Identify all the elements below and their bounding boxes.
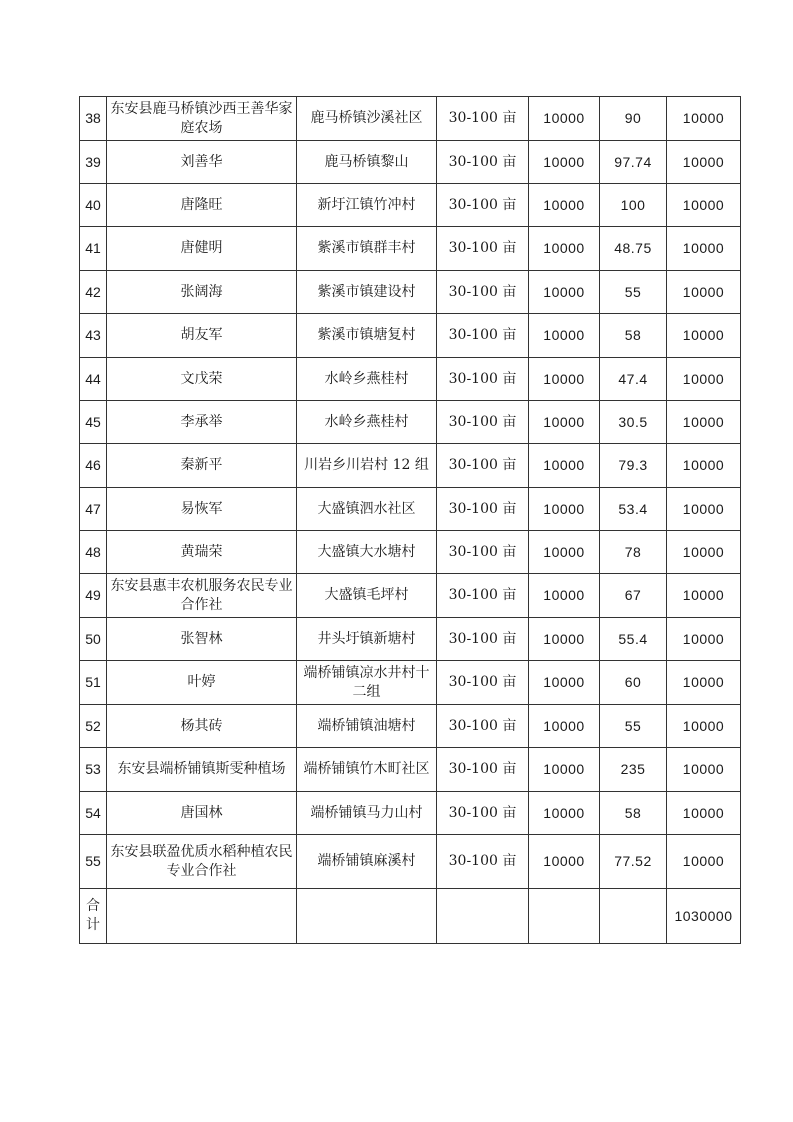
subsidy-standard: 10000 [529,314,600,358]
area: 67 [600,574,667,618]
row-number: 38 [80,97,107,141]
subsidy-amount: 10000 [667,574,741,618]
location: 紫溪市镇群丰村 [297,227,437,271]
subsidy-standard: 10000 [529,618,600,661]
scale: 30-100 亩 [437,271,529,314]
applicant-name: 胡友军 [107,314,297,358]
area: 55.4 [600,618,667,661]
scale: 30-100 亩 [437,358,529,401]
subsidy-standard: 10000 [529,227,600,271]
scale: 30-100 亩 [437,792,529,835]
table-row [80,531,741,574]
applicant-name: 叶婷 [107,661,297,705]
subsidy-standard: 10000 [529,705,600,748]
subsidy-amount: 10000 [667,835,741,889]
subsidy-standard: 10000 [529,141,600,184]
location: 井头圩镇新塘村 [297,618,437,661]
area: 58 [600,792,667,835]
applicant-name: 张阔海 [107,271,297,314]
area: 100 [600,184,667,227]
subsidy-amount: 10000 [667,748,741,792]
location: 川岩乡川岩村 12 组 [297,444,437,488]
subsidy-standard: 10000 [529,792,600,835]
applicant-name: 文戊荣 [107,358,297,401]
subsidy-standard: 10000 [529,488,600,531]
area: 55 [600,271,667,314]
row-number: 39 [80,141,107,184]
scale: 30-100 亩 [437,314,529,358]
row-number: 54 [80,792,107,835]
subsidy-amount: 10000 [667,227,741,271]
table-row [80,227,741,271]
location: 端桥铺镇马力山村 [297,792,437,835]
table-row [80,314,741,358]
subsidy-amount: 10000 [667,184,741,227]
applicant-name: 秦新平 [107,444,297,488]
applicant-name: 唐隆旺 [107,184,297,227]
subsidy-standard: 10000 [529,748,600,792]
subsidy-standard: 10000 [529,97,600,141]
table-row [80,488,741,531]
subsidy-amount: 10000 [667,488,741,531]
scale: 30-100 亩 [437,705,529,748]
area: 58 [600,314,667,358]
scale: 30-100 亩 [437,574,529,618]
area: 48.75 [600,227,667,271]
location: 水岭乡燕桂村 [297,358,437,401]
subsidy-standard: 10000 [529,358,600,401]
subsidy-amount: 10000 [667,444,741,488]
location: 大盛镇毛坪村 [297,574,437,618]
scale: 30-100 亩 [437,531,529,574]
table-row [80,748,741,792]
total-empty-cell [437,889,529,944]
area: 77.52 [600,835,667,889]
area: 30.5 [600,401,667,444]
row-number: 53 [80,748,107,792]
area: 78 [600,531,667,574]
table-row [80,835,741,889]
row-number: 42 [80,271,107,314]
scale: 30-100 亩 [437,444,529,488]
subsidy-amount: 10000 [667,358,741,401]
applicant-name: 唐健明 [107,227,297,271]
row-number: 48 [80,531,107,574]
applicant-name: 东安县惠丰农机服务农民专业合作社 [107,574,297,618]
area: 47.4 [600,358,667,401]
scale: 30-100 亩 [437,748,529,792]
table-body [80,97,741,944]
table-row [80,444,741,488]
scale: 30-100 亩 [437,97,529,141]
scale: 30-100 亩 [437,618,529,661]
location: 端桥铺镇麻溪村 [297,835,437,889]
area: 53.4 [600,488,667,531]
table-row [80,401,741,444]
subsidy-amount: 10000 [667,401,741,444]
table-row [80,97,741,141]
area: 60 [600,661,667,705]
area: 79.3 [600,444,667,488]
total-label-text: 合 计 [86,898,100,933]
subsidy-standard: 10000 [529,835,600,889]
subsidy-amount: 10000 [667,792,741,835]
applicant-name: 东安县端桥铺镇斯雯种植场 [107,748,297,792]
row-number: 45 [80,401,107,444]
row-number: 52 [80,705,107,748]
table-row [80,271,741,314]
applicant-name: 张智林 [107,618,297,661]
applicant-name: 易恢军 [107,488,297,531]
scale: 30-100 亩 [437,661,529,705]
applicant-name: 李承举 [107,401,297,444]
location: 大盛镇泗水社区 [297,488,437,531]
scale: 30-100 亩 [437,227,529,271]
location: 端桥铺镇油塘村 [297,705,437,748]
total-empty-cell [297,889,437,944]
total-label [80,889,107,944]
row-number: 47 [80,488,107,531]
location: 水岭乡燕桂村 [297,401,437,444]
subsidy-amount: 10000 [667,141,741,184]
total-empty-cell [107,889,297,944]
subsidy-amount: 10000 [667,531,741,574]
subsidy-amount: 10000 [667,618,741,661]
subsidy-table [79,96,741,944]
total-amount: 1030000 [667,889,741,944]
subsidy-standard: 10000 [529,401,600,444]
row-number: 50 [80,618,107,661]
location: 鹿马桥镇黎山 [297,141,437,184]
subsidy-amount: 10000 [667,271,741,314]
subsidy-standard: 10000 [529,184,600,227]
location: 新圩江镇竹冲村 [297,184,437,227]
scale: 30-100 亩 [437,401,529,444]
area: 55 [600,705,667,748]
row-number: 46 [80,444,107,488]
applicant-name: 刘善华 [107,141,297,184]
area: 90 [600,97,667,141]
subsidy-standard: 10000 [529,574,600,618]
table-row [80,705,741,748]
location: 端桥铺镇凉水井村十二组 [297,661,437,705]
row-number: 51 [80,661,107,705]
location: 端桥铺镇竹木町社区 [297,748,437,792]
total-empty-cell [529,889,600,944]
applicant-name: 黄瑞荣 [107,531,297,574]
scale: 30-100 亩 [437,488,529,531]
applicant-name: 东安县鹿马桥镇沙西王善华家庭农场 [107,97,297,141]
subsidy-standard: 10000 [529,271,600,314]
subsidy-amount: 10000 [667,97,741,141]
row-number: 55 [80,835,107,889]
subsidy-amount: 10000 [667,314,741,358]
table-row [80,358,741,401]
applicant-name: 唐国林 [107,792,297,835]
applicant-name: 杨其砖 [107,705,297,748]
table-row [80,618,741,661]
total-empty-cell [600,889,667,944]
table-row [80,184,741,227]
scale: 30-100 亩 [437,835,529,889]
row-number: 40 [80,184,107,227]
area: 235 [600,748,667,792]
area: 97.74 [600,141,667,184]
location: 鹿马桥镇沙溪社区 [297,97,437,141]
row-number: 44 [80,358,107,401]
subsidy-standard: 10000 [529,531,600,574]
subsidy-amount: 10000 [667,661,741,705]
row-number: 43 [80,314,107,358]
table-row [80,574,741,618]
applicant-name: 东安县联盈优质水稻种植农民专业合作社 [107,835,297,889]
location: 紫溪市镇塘复村 [297,314,437,358]
scale: 30-100 亩 [437,184,529,227]
table-row [80,792,741,835]
table-row [80,141,741,184]
location: 大盛镇大水塘村 [297,531,437,574]
scale: 30-100 亩 [437,141,529,184]
subsidy-standard: 10000 [529,661,600,705]
location: 紫溪市镇建设村 [297,271,437,314]
subsidy-standard: 10000 [529,444,600,488]
total-row [80,889,741,944]
subsidy-amount: 10000 [667,705,741,748]
row-number: 41 [80,227,107,271]
row-number: 49 [80,574,107,618]
table-row [80,661,741,705]
